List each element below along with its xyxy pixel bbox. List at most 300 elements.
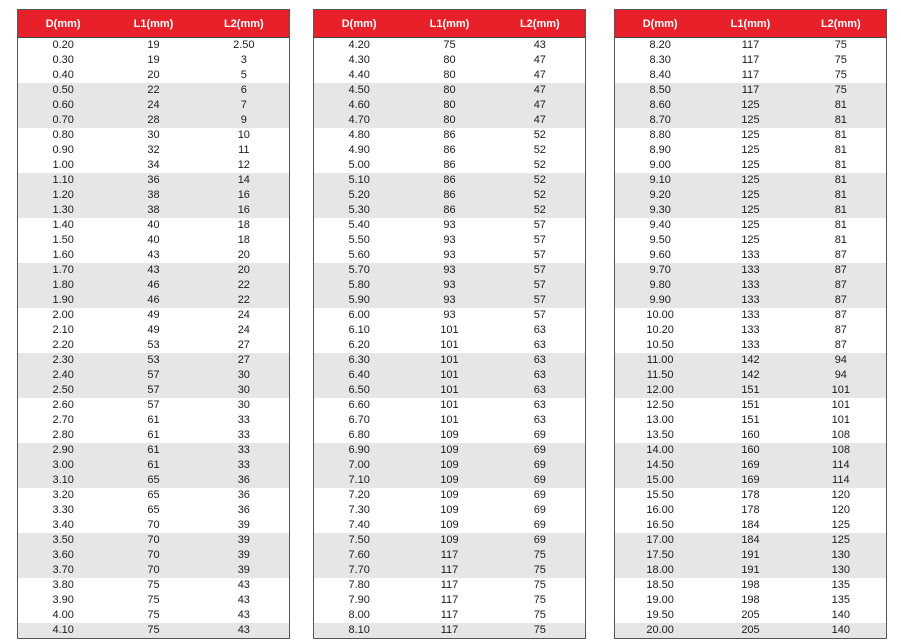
- cell-d: 13.50: [646, 429, 674, 441]
- table-row: [18, 278, 289, 293]
- table-row: [18, 68, 289, 83]
- cell-d: 7.60: [348, 549, 370, 561]
- cell-l1: 101: [440, 369, 459, 381]
- table-row: [615, 338, 886, 353]
- table-row: [615, 158, 886, 173]
- cell-l1: 46: [147, 279, 160, 291]
- cell-l1: 61: [147, 459, 160, 471]
- cell-d: 8.60: [649, 99, 671, 111]
- cell-d: 3.20: [52, 489, 74, 501]
- cell-l1: 86: [443, 204, 456, 216]
- cell-l2: 75: [834, 54, 847, 66]
- cell-d: 4.80: [348, 129, 370, 141]
- cell-l2: 12: [237, 159, 250, 171]
- table-row: [314, 203, 585, 218]
- table-row: [615, 563, 886, 578]
- cell-d: 7.00: [348, 459, 370, 471]
- cell-d: 8.00: [348, 609, 370, 621]
- cell-l1: 109: [440, 489, 459, 501]
- table-row: [18, 578, 289, 593]
- cell-l1: 61: [147, 414, 160, 426]
- cell-l2: 69: [533, 519, 546, 531]
- cell-l1: 125: [741, 204, 760, 216]
- cell-l1: 101: [440, 339, 459, 351]
- cell-l1: 125: [741, 189, 760, 201]
- cell-l2: 81: [834, 144, 847, 156]
- cell-l2: 14: [237, 174, 250, 186]
- cell-l2: 101: [831, 399, 850, 411]
- table-body: [314, 38, 585, 638]
- table-row: [18, 593, 289, 608]
- cell-l2: 81: [834, 99, 847, 111]
- cell-l1: 205: [741, 624, 760, 636]
- cell-l2: 81: [834, 114, 847, 126]
- table-row: [18, 473, 289, 488]
- cell-l2: 47: [533, 69, 546, 81]
- cell-l2: 43: [237, 624, 250, 636]
- cell-d: 0.90: [52, 144, 74, 156]
- cell-l2: 87: [834, 339, 847, 351]
- table-row: [18, 563, 289, 578]
- cell-l2: 140: [831, 624, 850, 636]
- table-row: [314, 188, 585, 203]
- cell-l1: 125: [741, 114, 760, 126]
- cell-d: 5.70: [348, 264, 370, 276]
- cell-l1: 191: [741, 549, 760, 561]
- cell-l2: 125: [831, 519, 850, 531]
- cell-l1: 151: [741, 384, 760, 396]
- table-row: [314, 548, 585, 563]
- table-row: [615, 128, 886, 143]
- cell-d: 5.10: [348, 174, 370, 186]
- table-row: [18, 458, 289, 473]
- cell-d: 19.00: [646, 594, 674, 606]
- table-row: [18, 548, 289, 563]
- cell-l2: 39: [237, 519, 250, 531]
- cell-l1: 75: [147, 609, 160, 621]
- cell-l1: 169: [741, 459, 760, 471]
- cell-l2: 130: [831, 564, 850, 576]
- table-row: [18, 323, 289, 338]
- table-row: [18, 233, 289, 248]
- cell-d: 1.80: [52, 279, 74, 291]
- cell-l1: 32: [147, 144, 160, 156]
- dimension-table-2: [313, 9, 586, 639]
- cell-l2: 69: [533, 534, 546, 546]
- table-row: [314, 278, 585, 293]
- cell-d: 8.20: [649, 39, 671, 51]
- cell-l2: 22: [237, 294, 250, 306]
- table-row: [314, 593, 585, 608]
- table-row: [18, 203, 289, 218]
- cell-d: 4.30: [348, 54, 370, 66]
- table-row: [615, 443, 886, 458]
- cell-d: 15.50: [646, 489, 674, 501]
- cell-l1: 40: [147, 234, 160, 246]
- cell-l2: 33: [237, 459, 250, 471]
- table-row: [314, 488, 585, 503]
- cell-l1: 70: [147, 564, 160, 576]
- cell-l2: 75: [533, 579, 546, 591]
- cell-l2: 130: [831, 549, 850, 561]
- cell-l1: 22: [147, 84, 160, 96]
- cell-l2: 10: [237, 129, 250, 141]
- cell-d: 7.20: [348, 489, 370, 501]
- table-row: [314, 608, 585, 623]
- cell-l1: 19: [147, 54, 160, 66]
- cell-d: 9.50: [649, 234, 671, 246]
- table-row: [615, 593, 886, 608]
- table-row: [314, 458, 585, 473]
- cell-l2: 108: [831, 444, 850, 456]
- cell-l2: 81: [834, 189, 847, 201]
- cell-l2: 5: [240, 69, 247, 81]
- table-row: [314, 533, 585, 548]
- cell-d: 4.20: [348, 39, 370, 51]
- dimension-table-1: [17, 9, 290, 639]
- cell-d: 2.50: [52, 384, 74, 396]
- cell-l1: 65: [147, 474, 160, 486]
- cell-l1: 70: [147, 549, 160, 561]
- cell-d: 10.00: [646, 309, 674, 321]
- cell-d: 0.80: [52, 129, 74, 141]
- cell-l1: 101: [440, 384, 459, 396]
- cell-l2: 52: [533, 174, 546, 186]
- cell-l1: 75: [443, 39, 456, 51]
- cell-l1: 125: [741, 99, 760, 111]
- cell-d: 6.50: [348, 384, 370, 396]
- table-row: [314, 428, 585, 443]
- cell-l2: 36: [237, 489, 250, 501]
- cell-d: 5.40: [348, 219, 370, 231]
- cell-l2: 16: [237, 204, 250, 216]
- cell-l2: 33: [237, 444, 250, 456]
- cell-l1: 80: [443, 99, 456, 111]
- cell-l2: 63: [533, 339, 546, 351]
- cell-d: 8.50: [649, 84, 671, 96]
- table-row: [314, 68, 585, 83]
- cell-l2: 75: [533, 609, 546, 621]
- cell-l2: 87: [834, 294, 847, 306]
- cell-l1: 117: [440, 594, 459, 606]
- cell-l2: 135: [831, 579, 850, 591]
- cell-l1: 117: [741, 39, 760, 51]
- cell-d: 20.00: [646, 624, 674, 636]
- cell-d: 9.30: [649, 204, 671, 216]
- cell-l1: 178: [741, 504, 760, 516]
- cell-l2: 57: [533, 219, 546, 231]
- table-row: [18, 293, 289, 308]
- cell-l1: 43: [147, 249, 160, 261]
- cell-l1: 49: [147, 324, 160, 336]
- cell-d: 8.90: [649, 144, 671, 156]
- table-row: [615, 383, 886, 398]
- cell-d: 3.80: [52, 579, 74, 591]
- cell-l1: 117: [741, 84, 760, 96]
- cell-l2: 63: [533, 324, 546, 336]
- cell-d: 18.00: [646, 564, 674, 576]
- cell-d: 6.70: [348, 414, 370, 426]
- table-row: [18, 308, 289, 323]
- table-row: [314, 128, 585, 143]
- table-row: [18, 38, 289, 53]
- cell-l1: 117: [741, 54, 760, 66]
- table-row: [18, 218, 289, 233]
- table-row: [615, 503, 886, 518]
- cell-l1: 53: [147, 354, 160, 366]
- cell-d: 14.00: [646, 444, 674, 456]
- cell-l2: 57: [533, 264, 546, 276]
- cell-l2: 75: [533, 594, 546, 606]
- cell-l2: 81: [834, 129, 847, 141]
- cell-l1: 75: [147, 579, 160, 591]
- table-row: [314, 353, 585, 368]
- table-row: [18, 428, 289, 443]
- cell-l2: 39: [237, 549, 250, 561]
- cell-l1: 101: [440, 354, 459, 366]
- cell-l1: 101: [440, 399, 459, 411]
- cell-d: 1.30: [52, 204, 74, 216]
- cell-d: 6.00: [348, 309, 370, 321]
- cell-l2: 81: [834, 219, 847, 231]
- table-row: [314, 158, 585, 173]
- cell-l1: 191: [741, 564, 760, 576]
- cell-l2: 75: [533, 564, 546, 576]
- table-header: [18, 10, 289, 38]
- table-row: [18, 83, 289, 98]
- cell-l1: 133: [741, 309, 760, 321]
- cell-l1: 46: [147, 294, 160, 306]
- table-row: [615, 293, 886, 308]
- cell-l1: 205: [741, 609, 760, 621]
- table-row: [314, 248, 585, 263]
- cell-l1: 142: [741, 369, 760, 381]
- cell-l2: 47: [533, 114, 546, 126]
- table-row: [18, 503, 289, 518]
- cell-d: 6.10: [348, 324, 370, 336]
- cell-l1: 117: [440, 609, 459, 621]
- cell-d: 7.10: [348, 474, 370, 486]
- cell-l2: 43: [237, 579, 250, 591]
- column-header-d: D(mm): [45, 17, 81, 30]
- cell-d: 10.20: [646, 324, 674, 336]
- table-row: [18, 338, 289, 353]
- cell-d: 13.00: [646, 414, 674, 426]
- cell-d: 6.40: [348, 369, 370, 381]
- table-row: [18, 368, 289, 383]
- cell-d: 8.40: [649, 69, 671, 81]
- cell-l2: 18: [237, 219, 250, 231]
- cell-d: 3.60: [52, 549, 74, 561]
- cell-d: 1.40: [52, 219, 74, 231]
- cell-l2: 75: [533, 624, 546, 636]
- cell-l2: 63: [533, 369, 546, 381]
- cell-d: 16.00: [646, 504, 674, 516]
- table-row: [18, 128, 289, 143]
- cell-l2: 7: [240, 99, 247, 111]
- cell-l2: 30: [237, 384, 250, 396]
- cell-l2: 52: [533, 159, 546, 171]
- table-row: [615, 608, 886, 623]
- cell-l1: 80: [443, 84, 456, 96]
- table-row: [314, 323, 585, 338]
- cell-l1: 38: [147, 189, 160, 201]
- cell-l2: 33: [237, 414, 250, 426]
- cell-l2: 63: [533, 384, 546, 396]
- table-row: [314, 338, 585, 353]
- cell-l1: 61: [147, 444, 160, 456]
- cell-d: 11.50: [646, 369, 674, 381]
- cell-l2: 75: [834, 39, 847, 51]
- table-row: [314, 263, 585, 278]
- cell-d: 8.10: [348, 624, 370, 636]
- table-row: [18, 518, 289, 533]
- cell-l2: 52: [533, 204, 546, 216]
- table-row: [314, 473, 585, 488]
- cell-l2: 94: [834, 369, 847, 381]
- cell-d: 0.40: [52, 69, 74, 81]
- cell-l2: 57: [533, 249, 546, 261]
- cell-d: 4.10: [52, 624, 74, 636]
- cell-l2: 20: [237, 264, 250, 276]
- table-row: [314, 368, 585, 383]
- cell-l2: 87: [834, 324, 847, 336]
- cell-l2: 87: [834, 249, 847, 261]
- cell-l1: 86: [443, 174, 456, 186]
- cell-d: 6.90: [348, 444, 370, 456]
- cell-d: 9.10: [649, 174, 671, 186]
- column-header-l1: L1(mm): [730, 17, 771, 30]
- cell-l1: 80: [443, 69, 456, 81]
- cell-l1: 117: [741, 69, 760, 81]
- table-row: [615, 323, 886, 338]
- table-row: [615, 548, 886, 563]
- cell-l2: 43: [533, 39, 546, 51]
- cell-l1: 125: [741, 159, 760, 171]
- cell-d: 7.40: [348, 519, 370, 531]
- cell-l2: 69: [533, 474, 546, 486]
- cell-l1: 36: [147, 174, 160, 186]
- table-row: [615, 53, 886, 68]
- table-row: [615, 188, 886, 203]
- cell-d: 3.40: [52, 519, 74, 531]
- table-row: [18, 383, 289, 398]
- cell-l1: 133: [741, 264, 760, 276]
- cell-l1: 86: [443, 144, 456, 156]
- cell-l1: 93: [443, 234, 456, 246]
- cell-l1: 38: [147, 204, 160, 216]
- cell-l1: 125: [741, 219, 760, 231]
- cell-d: 4.50: [348, 84, 370, 96]
- cell-d: 1.90: [52, 294, 74, 306]
- cell-d: 2.20: [52, 339, 74, 351]
- table-row: [615, 428, 886, 443]
- cell-l2: 3: [240, 54, 247, 66]
- cell-l1: 101: [440, 414, 459, 426]
- cell-l1: 101: [440, 324, 459, 336]
- cell-l1: 142: [741, 354, 760, 366]
- cell-d: 1.50: [52, 234, 74, 246]
- cell-l2: 81: [834, 204, 847, 216]
- cell-l1: 57: [147, 369, 160, 381]
- cell-l2: 9: [240, 114, 247, 126]
- cell-l2: 24: [237, 309, 250, 321]
- cell-l2: 69: [533, 504, 546, 516]
- cell-d: 8.70: [649, 114, 671, 126]
- table-row: [615, 413, 886, 428]
- cell-l1: 61: [147, 429, 160, 441]
- cell-l1: 109: [440, 504, 459, 516]
- table-row: [314, 143, 585, 158]
- cell-l2: 81: [834, 174, 847, 186]
- cell-l2: 47: [533, 84, 546, 96]
- cell-l1: 65: [147, 489, 160, 501]
- cell-l1: 57: [147, 384, 160, 396]
- cell-d: 16.50: [646, 519, 674, 531]
- cell-l2: 101: [831, 384, 850, 396]
- cell-l1: 133: [741, 324, 760, 336]
- cell-l1: 151: [741, 414, 760, 426]
- table-row: [615, 233, 886, 248]
- table-row: [615, 398, 886, 413]
- table-row: [615, 113, 886, 128]
- cell-l2: 87: [834, 264, 847, 276]
- cell-l2: 52: [533, 129, 546, 141]
- cell-d: 3.30: [52, 504, 74, 516]
- cell-l2: 22: [237, 279, 250, 291]
- column-header-d: D(mm): [341, 17, 377, 30]
- table-row: [615, 203, 886, 218]
- cell-l2: 81: [834, 234, 847, 246]
- table-row: [314, 443, 585, 458]
- cell-l1: 109: [440, 429, 459, 441]
- cell-l2: 30: [237, 369, 250, 381]
- table-row: [18, 443, 289, 458]
- table-row: [314, 308, 585, 323]
- cell-d: 0.50: [52, 84, 74, 96]
- table-body: [18, 38, 289, 638]
- cell-d: 8.30: [649, 54, 671, 66]
- table-row: [615, 143, 886, 158]
- cell-d: 7.30: [348, 504, 370, 516]
- cell-d: 12.50: [646, 399, 674, 411]
- cell-d: 4.60: [348, 99, 370, 111]
- cell-l1: 43: [147, 264, 160, 276]
- table-row: [18, 53, 289, 68]
- table-row: [314, 173, 585, 188]
- cell-d: 3.00: [52, 459, 74, 471]
- cell-l2: 87: [834, 309, 847, 321]
- cell-l2: 140: [831, 609, 850, 621]
- cell-l2: 6: [240, 84, 247, 96]
- table-row: [615, 248, 886, 263]
- table-row: [18, 353, 289, 368]
- table-row: [18, 398, 289, 413]
- cell-l1: 125: [741, 129, 760, 141]
- table-row: [314, 98, 585, 113]
- cell-l2: 135: [831, 594, 850, 606]
- cell-d: 0.60: [52, 99, 74, 111]
- cell-l1: 109: [440, 519, 459, 531]
- table-header: [314, 10, 585, 38]
- cell-d: 9.20: [649, 189, 671, 201]
- table-body: [615, 38, 886, 638]
- cell-d: 0.30: [52, 54, 74, 66]
- cell-d: 9.60: [649, 249, 671, 261]
- cell-l1: 40: [147, 219, 160, 231]
- table-row: [615, 578, 886, 593]
- table-row: [314, 293, 585, 308]
